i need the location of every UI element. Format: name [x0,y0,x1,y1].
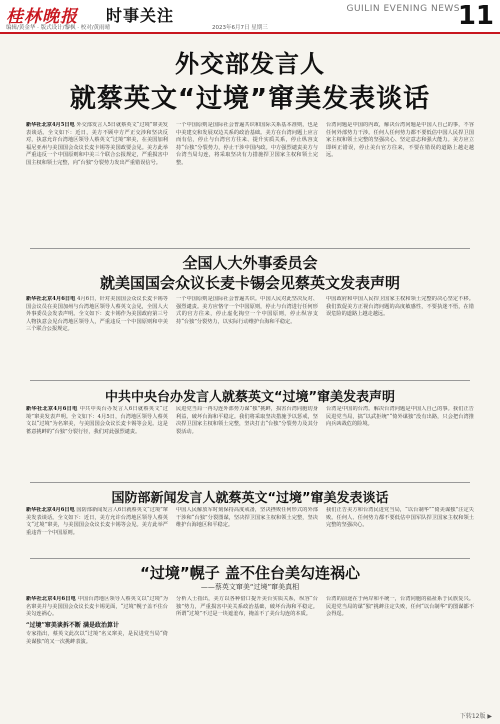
article-2-headline-line-2: 就美国国会众议长麦卡锡会见蔡英文发表声明 [99,274,400,292]
article-1-col3-text: 台湾问题是中国的内政，解决台湾问题是中国人自己的事，不容任何外部势力干涉。任何人任何势力都不要低估中国人民捍卫国家主权和领土完整的坚强决心、坚定意志和强大能力。美方应立即纠正错误，停止美台官方往来，不要在错误的道路上越走越远。 [326,122,474,159]
article-2-col2-text: 一个中国原则是国际社会普遍共识。中国人民对此坚决反对、强烈谴责。美方应恪守一个中国原则，停止与台湾进行任何形式的官方往来，停止虚化掏空一个中国原则，停止纵容支持“台独”分裂势力，以实际行动维护台海和平稳定。 [176,296,318,325]
article-5-col1-text: 中国台湾地区领导人蔡英文以“过境”为名窜美并与美国国会众议长麦卡锡见面，“过境”幌子盖不住台美勾连祸心。 [26,596,168,618]
article-1-col1-text: 外交部发言人5日就蔡英文“过境”窜美发表谈话。全文如下：近日，美方不顾中方严正交涉和坚决反对，执意允许台湾地区领导人蔡英文“过境”窜美，在美国加利福尼亚州与美国国会众议长麦卡锡等美国政要会见。美方此举严重违反一个中国原则和中美三个联合公报规定，严重损害中国主权和领土完整，向“台独”分裂势力发出严重错误信号。 [26,122,168,166]
article-5-col1-text2: 专家指出，蔡英文此次以“过境”名义窜美，是民进党当局“倚美谋独”的又一次挑衅表演。 [26,631,168,645]
article-3-col1-text: 中共中央台办发言人6日就蔡英文“过境”窜美发表声明。全文如下：4月5日，台湾地区领导人蔡英文以“过境”为名窜美，与美国国会众议长麦卡锡等会见。这是蓄意挑衅的“台独”分裂行径，我们对此强烈谴责。 [26,406,168,435]
article-1-column-1 [26,122,168,242]
article-5-subhead: “过境”窜美谈拆不断 满是政治算计 [26,621,119,629]
article-1-headline-line-2: 就蔡英文“过境”窜美发表谈话 [69,84,431,114]
article-3-col3-text: 台湾是中国的台湾。解决台湾问题是中国人自己的事。我们正告民进党当局，搞“以武拒统”“倚外谋独”没有出路，只会把台湾推向兵凶战危的险境。 [326,406,474,428]
article-4-column-2 [176,507,318,553]
article-1-column-2 [176,122,318,242]
masthead [0,0,500,34]
english-name: GUILIN EVENING NEWS [346,4,460,14]
article-3-column-2 [176,406,318,476]
article-2-column-2 [176,296,318,374]
article-4-col2-text: 中国人民解放军时刻保持高度戒备，坚决挫败任何形式的外部干涉和“台独”分裂图谋，坚决捍卫国家主权和领土完整，坚决维护台海地区和平稳定。 [176,507,318,529]
dateline: 新华社北京4月6日电 [26,406,78,412]
newspaper-logo: 桂林晚报 [6,7,78,27]
article-5-column-1 [26,596,168,712]
article-1-column-3 [326,122,474,242]
article-5-col3-text: 台湾的前途在于两岸和平统一，台湾同胞的福祉系于民族复兴。民进党当局的谋“独”挑衅注定失败，任何“以台制华”的图谋都不会得逞。 [326,596,474,618]
article-5-headline: “过境”幌子 盖不住台美勾连祸心 [140,564,360,582]
dateline: 新华社北京4月5日电 [26,122,75,128]
article-3-column-1 [26,406,168,476]
article-5-subtitle: ——蔡英文窜美“过境”窜美真相 [200,583,300,591]
article-4-headline: 国防部新闻发言人就蔡英文“过境”窜美发表谈话 [111,491,389,506]
editor-credits: 编辑/黄金华 · 版式设计/黎枫 · 校对/黄雨晴 [6,25,111,31]
article-5-column-3 [326,596,474,704]
article-5-column-2 [176,596,318,712]
divider [30,380,470,381]
dateline: 新华社北京4月6日电 [26,296,76,302]
article-1-col2-text: 一个中国原则是国际社会普遍共识和国际关系基本准则，也是中美建交和发展双边关系的政治基础。美方在台湾问题上应言而有信，停止与台湾官方往来、提升实质关系，停止纵容支持“台独”分裂势力，停止干涉中国内政。中方强烈谴责美方与台湾当局勾连，将采取坚决有力措施捍卫国家主权和领土完整。 [176,122,318,166]
article-3-col2-text: 民进党当局一再勾连外部势力谋“独”挑衅，损害台湾同胞切身利益，破坏台海和平稳定。我们将采取坚决措施予以惩戒，坚决捍卫国家主权和领土完整，坚决打击“台独”分裂势力及其分裂活动。 [176,406,318,435]
article-2-col1-text: 4月6日，针对美国国会众议长麦卡锡等国会议员在美国加州与台湾地区领导人蔡英文会见，全国人大外事委员会发表声明。全文如下：麦卡锡作为美国政府第三号人物执意会见台湾地区领导人，严重违反一个中国原则和中美三个联合公报规定。 [26,296,168,333]
continued-on-page-link[interactable]: 下转12版 ▶ [459,713,492,720]
article-4-col3-text: 我们正告美方和台湾民进党当局，“以台制华”“倚美谋独”注定失败。任何人、任何势力都不要低估中国军队捍卫国家主权和领土完整的坚强决心。 [326,507,474,529]
article-2-col3-text: 中国政府和中国人民捍卫国家主权和领土完整的决心坚定不移。我们敦促美方正视台湾问题的高度敏感性，不要执迷不悟，在错误危险的道路上越走越远。 [326,296,474,318]
article-2-column-1 [26,296,168,374]
article-4-column-3 [326,507,474,553]
divider [30,248,470,249]
article-4-column-1 [26,507,168,553]
article-1-headline-line-1: 外交部发言人 [175,50,325,78]
divider [30,558,470,559]
article-2-column-3 [326,296,474,374]
dateline: 新华社北京4月6日电 [26,507,75,513]
issue-date: 2023年6月7日 星期三 [212,25,268,31]
article-3-headline: 中共中央台办发言人就蔡英文“过境”窜美发表声明 [104,390,396,405]
article-4-col1-text: 国防部新闻发言人6日就蔡英文“过境”窜美发表谈话。全文如下：近日，美方允许台湾地区领导人蔡英文“过境”窜美，与美国国会众议长麦卡锡等会见。美方此举严重违背一个中国原则。 [26,507,168,536]
article-2-headline-line-1: 全国人大外事委员会 [182,254,318,272]
page-number: 11 [457,1,494,31]
divider [30,482,470,483]
dateline: 新华社北京4月6日电 [26,596,76,602]
article-3-column-3 [326,406,474,476]
article-5-col2-text: 分析人士指出，美方以各种借口提升美台实质关系，纵容“台独”势力，严重损害中美关系政治基础，破坏台海和平稳定。所谓“过境”不过是一块遮羞布，掩盖不了美台勾连的本质。 [176,596,318,618]
section-title: 时事关注 [106,6,175,25]
